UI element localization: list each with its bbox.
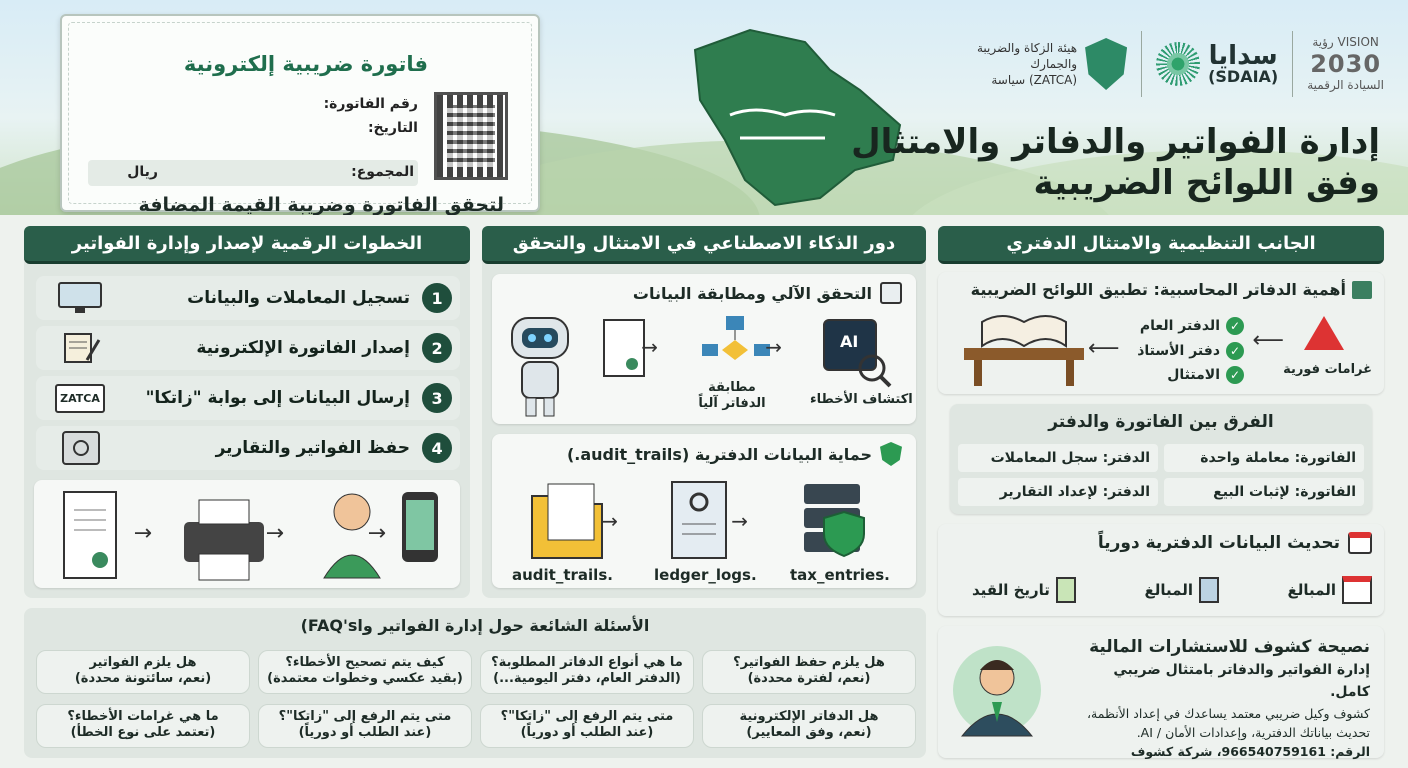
- faq-item[interactable]: [480, 704, 694, 748]
- advice-card: [938, 626, 1384, 758]
- sdaia-arabic: سدايا: [1208, 41, 1278, 71]
- faq-question: كيف يتم تصحيح الأخطاء؟: [285, 655, 445, 670]
- diff-cell: الدفتر: لإعداد التقارير: [958, 478, 1158, 506]
- check-label: الدفتر العام: [1139, 318, 1220, 334]
- faq-answer: (عند الطلب أو دورياً): [298, 725, 432, 741]
- importance-card: [938, 272, 1384, 394]
- zatca-badge-icon: [54, 380, 106, 416]
- svg-text:→: →: [765, 335, 782, 359]
- protect-title: حماية البيانات الدفترية (audit_trails.): [566, 444, 872, 464]
- faq-question: هل يلزم الفواتير: [89, 655, 197, 670]
- update-item: [972, 577, 1076, 603]
- title-line-1: إدارة الفواتير والدفاتر والامتثال: [851, 122, 1380, 162]
- sdaia-dots-icon: [1156, 42, 1200, 86]
- verify-title: التحقق الآلي ومطابقة البيانات: [632, 283, 872, 303]
- update-item-label: المبالغ: [1287, 581, 1336, 599]
- file-audit-trails: .audit_trails: [512, 566, 613, 584]
- steps-panel: [24, 226, 470, 598]
- ai-panel-title: دور الذكاء الاصطناعي في الامتثال والتحقق: [482, 226, 926, 264]
- faq-item[interactable]: [258, 650, 472, 694]
- zatca-line1: هيئة الزكاة والضريبة: [976, 40, 1078, 55]
- check-item: [1137, 314, 1244, 339]
- partner-logos: [977, 24, 1384, 104]
- book-desk-icon: [960, 308, 1090, 388]
- faq-item[interactable]: [480, 650, 694, 694]
- store-icon: [1352, 281, 1372, 299]
- faq-question: هل يلزم حفظ الفواتير؟: [733, 655, 885, 670]
- faq-answer: (نعم، لفترة محددة): [747, 671, 871, 687]
- update-item: [1288, 576, 1372, 604]
- robot-icon: [512, 318, 568, 416]
- svg-text:→: →: [731, 509, 748, 533]
- advisor-avatar: [952, 640, 1042, 740]
- faq-item[interactable]: [702, 650, 916, 694]
- certificate-icon: [64, 492, 116, 578]
- step-label: تسجيل المعاملات والبيانات: [187, 288, 410, 308]
- faq-question: ما هي غرامات الأخطاء؟: [67, 709, 219, 724]
- check-icon: ✓: [1226, 317, 1244, 335]
- difference-title: الفرق بين الفاتورة والدفتر: [1048, 412, 1274, 432]
- faq-answer: (الدفتر العام، دفتر اليومية...): [493, 671, 681, 687]
- faq-panel: [24, 608, 926, 758]
- regulatory-panel-title: الجانب التنظيمية والامتثال الدفتري: [938, 226, 1384, 264]
- check-label: الامتثال: [1167, 367, 1220, 383]
- invoice-card: [60, 14, 540, 215]
- monitor-icon: [54, 280, 106, 316]
- flowchart-icon: [702, 316, 770, 360]
- file-tax-entries: .tax_entries: [790, 566, 890, 584]
- invoice-title: فاتورة ضريبية إلكترونية: [183, 52, 428, 76]
- vision-bottom-text: السيادة الرقمية: [1307, 78, 1384, 93]
- step-number: 3: [422, 383, 452, 413]
- zatca-line3: (ZATCA) سياسة: [991, 73, 1078, 88]
- arrow-left-icon: ⟵: [1088, 336, 1120, 361]
- vision-2030-logo: [1307, 35, 1384, 93]
- update-card: [938, 524, 1384, 616]
- check-icon: ✓: [1226, 342, 1244, 360]
- phone-icon: [402, 492, 438, 562]
- faq-item[interactable]: [258, 704, 472, 748]
- regulatory-panel: [938, 226, 1384, 758]
- ai-chip-icon: [824, 320, 890, 386]
- vision-top-text: VISION رؤية: [1312, 35, 1379, 50]
- step-number: 1: [422, 283, 452, 313]
- folder-icon: [532, 484, 602, 558]
- update-item: [1145, 577, 1219, 603]
- file-ledger-logs: .ledger_logs: [654, 566, 757, 584]
- faq-question: متى يتم الرفع إلى "زاتكا"؟: [278, 709, 452, 724]
- calculator-icon: [1199, 577, 1219, 603]
- money-document-icon: [1056, 577, 1076, 603]
- zatca-badge: ZATCA: [55, 384, 105, 413]
- ai-verify-card: [492, 274, 916, 424]
- faq-question: هل الدفاتر الإلكترونية: [739, 709, 879, 724]
- faq-title: الأسئلة الشائعة حول إدارة الفواتير واFAQ's): [300, 616, 650, 635]
- document-search-icon: [880, 282, 902, 304]
- zatca-line2: والجمارك: [1030, 56, 1078, 71]
- title-line-2: وفق اللوائح الضريبية: [1033, 163, 1380, 204]
- check-icon: ✓: [1226, 366, 1244, 384]
- data-protection-card: [492, 434, 916, 588]
- importance-title: أهمية الدفاتر المحاسبية: تطبيق اللوائح الضريبية: [970, 280, 1346, 299]
- hero-banner: [0, 0, 1408, 215]
- advice-title: نصيحة كشوف للاستشارات المالية: [1089, 637, 1370, 657]
- steps-panel-title: الخطوات الرقمية لإصدار وإدارة الفواتير: [24, 226, 470, 264]
- shield-lock-icon: [880, 442, 902, 466]
- faq-answer: (نعم، سائتونة محددة): [74, 671, 212, 687]
- calendar-icon: [1342, 576, 1372, 604]
- update-item-label: المبالغ: [1144, 581, 1193, 599]
- step-item: [36, 276, 460, 320]
- sdaia-logo: [1156, 42, 1278, 86]
- step-number: 4: [422, 433, 452, 463]
- invoice-currency: ريال: [127, 164, 158, 180]
- svg-text:→: →: [641, 335, 658, 359]
- advice-line: تحديث بياناتك الدفترية، وإعدادات الأمان / AI.: [1136, 725, 1370, 741]
- invoice-number-label: رقم الفاتورة:: [323, 96, 418, 112]
- difference-card: [950, 404, 1372, 514]
- zatca-logo: [977, 38, 1127, 90]
- faq-answer: (عند الطلب أو دورياً): [520, 725, 654, 741]
- printer-icon: [184, 500, 264, 580]
- warning-icon: [1304, 316, 1344, 350]
- zatca-shield-icon: [1085, 38, 1127, 90]
- svg-text:→: →: [133, 521, 152, 546]
- checks-list: [1137, 314, 1244, 388]
- invoice-total-label: المجموع:: [351, 164, 414, 180]
- diff-cell: الدفتر: سجل المعاملات: [958, 444, 1158, 472]
- fines-label: غرامات فورية: [1283, 362, 1372, 377]
- step-label: إصدار الفاتورة الإلكترونية: [196, 338, 410, 358]
- faq-question: ما هي أنواع الدفاتر المطلوبة؟: [491, 655, 683, 670]
- invoice-date-label: التاريخ:: [367, 120, 418, 136]
- check-item: [1137, 363, 1244, 388]
- faq-answer: (نعم، وفق المعايير): [746, 725, 872, 741]
- update-item-label: تاريخ القيد: [972, 581, 1050, 599]
- workflow-illustration: [34, 480, 460, 588]
- document-pen-icon: [54, 330, 106, 366]
- update-items: [972, 576, 1372, 604]
- calendar-clock-icon: [1348, 532, 1372, 554]
- qr-code-icon: [434, 92, 508, 180]
- faq-item[interactable]: [36, 704, 250, 748]
- faq-item[interactable]: [36, 650, 250, 694]
- step-number: 2: [422, 333, 452, 363]
- faq-question: متى يتم الرفع إلى "زاتكا"؟: [500, 709, 674, 724]
- safe-icon: [54, 430, 106, 466]
- step-label: حفظ الفواتير والتقارير: [215, 438, 410, 458]
- svg-text:→: →: [601, 509, 618, 533]
- advice-line: كشوف وكيل ضريبي معتمد يساعدك في إعداد الأنظمة،: [1086, 705, 1370, 721]
- advice-line: إدارة الفواتير والدفاتر بامتثال ضريبي كامل.: [1113, 662, 1370, 701]
- vision-year: 2030: [1310, 49, 1382, 78]
- page-title: [851, 122, 1380, 205]
- step-item: [36, 426, 460, 470]
- check-item: [1137, 339, 1244, 364]
- detect-label: اكتشاف الأخطاء: [810, 392, 913, 407]
- step-item: [36, 326, 460, 370]
- update-title: تحديث البيانات الدفترية دورياً: [1097, 533, 1340, 553]
- faq-item[interactable]: [702, 704, 916, 748]
- check-label: دفتر الأستاذ: [1137, 342, 1220, 359]
- gear-document-icon: [672, 482, 726, 558]
- faq-answer: (تعتمد على نوع الخطأ): [70, 725, 216, 741]
- difference-table: [958, 444, 1364, 506]
- arrow-left-icon: ⟵: [1252, 328, 1284, 353]
- advice-contact: الرقم: 966540759161، شركة كشوف: [1130, 744, 1370, 760]
- svg-text:→: →: [265, 521, 284, 546]
- workflow-icons: [34, 480, 460, 588]
- invoice-subtitle: لتحقق الفاتورة وضريبة القيمة المضافة: [138, 194, 504, 215]
- ai-panel: [482, 226, 926, 598]
- match-label: مطابقة الدفاتر آلياً: [698, 380, 766, 411]
- faq-answer: (بقيد عكسي وخطوات معتمدة): [267, 671, 463, 687]
- diff-cell: الفاتورة: معاملة واحدة: [1164, 444, 1364, 472]
- certificate-icon: [604, 320, 644, 376]
- server-shield-icon: [804, 484, 864, 556]
- sdaia-english: (SDAIA): [1208, 67, 1279, 86]
- ai-chip-label: AI: [840, 332, 859, 351]
- diff-cell: الفاتورة: لإثبات البيع: [1164, 478, 1364, 506]
- step-item: [36, 376, 460, 420]
- svg-text:→: →: [367, 521, 386, 546]
- protection-illustration: [492, 474, 916, 574]
- step-label: إرسال البيانات إلى بوابة "زاتكا": [145, 388, 410, 408]
